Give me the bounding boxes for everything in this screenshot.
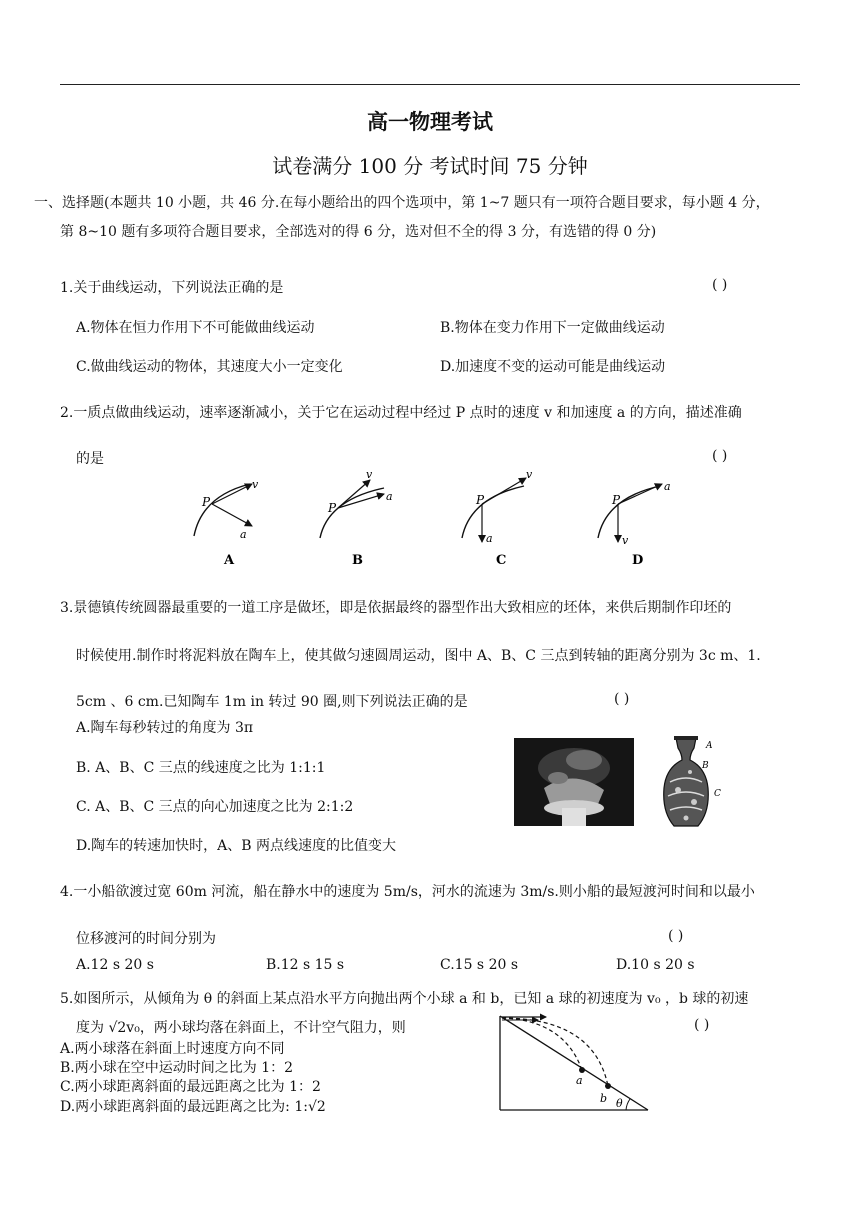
q4-stem-line2: 位移渡河的时间分别为 bbox=[76, 931, 216, 947]
q2-c-label-a: a bbox=[486, 532, 493, 545]
incline-label-a: a bbox=[576, 1074, 583, 1087]
top-rule bbox=[60, 84, 800, 85]
q5-sqrt2-v0: √2v₀ bbox=[108, 1020, 140, 1036]
q2-figure bbox=[180, 466, 680, 570]
q3-option-c: C. A、B、C 三点的向心加速度之比为 2:1:2 bbox=[76, 799, 354, 815]
q5-stem-line2-post: ，两小球均落在斜面上，不计空气阻力，则 bbox=[139, 1020, 406, 1036]
page-title: 高一物理考试 bbox=[367, 109, 493, 134]
incline-label-b: b bbox=[600, 1092, 608, 1105]
section-instructions-line1: 一、选择题(本题共 10 小题，共 46 分.在每小题给出的四个选项中，第 1~7 题只有一项符合题目要求，每小题 4 分， bbox=[34, 195, 770, 211]
vase-figure bbox=[650, 734, 726, 834]
q5-answer-paren: ( ) bbox=[694, 1017, 710, 1033]
q2-c-label-p: P bbox=[476, 493, 485, 507]
q2-figure-d bbox=[598, 480, 671, 568]
q1-option-a: A.物体在恒力作用下不可能做曲线运动 bbox=[76, 320, 315, 336]
q5-stem-line2 bbox=[76, 1017, 406, 1037]
q2-option-label-c: C bbox=[496, 553, 507, 568]
page-subtitle: 试卷满分 100 分 考试时间 75 分钟 bbox=[272, 154, 588, 178]
section-instructions-line2: 第 8~10 题有多项符合题目要求，全部选对的得 6 分，选对但不全的得 3 分，有选错的得 0 分) bbox=[60, 224, 657, 240]
q5-option-d bbox=[60, 1096, 326, 1116]
q1-stem: 1.关于曲线运动，下列说法正确的是 bbox=[60, 280, 284, 296]
incline-label-theta: θ bbox=[616, 1097, 623, 1110]
q5-option-d-text: D.两小球距离斜面的最远距离之比为: bbox=[60, 1099, 295, 1115]
q1-answer-paren: ( ) bbox=[712, 277, 728, 293]
q5-option-b: B.两小球在空中运动时间之比为 1：2 bbox=[60, 1060, 294, 1076]
q5-stem-line2-pre: 度为 bbox=[76, 1020, 109, 1036]
q2-d-label-v: v bbox=[622, 534, 629, 547]
q2-b-label-v: v bbox=[366, 468, 373, 481]
q4-option-c: C.15 s 20 s bbox=[440, 957, 519, 973]
q2-option-label-b: B bbox=[352, 553, 363, 568]
q2-d-label-p: P bbox=[612, 493, 621, 507]
q2-a-label-v: v bbox=[252, 478, 259, 491]
vase-label-c: C bbox=[714, 789, 721, 799]
incline-figure bbox=[494, 1012, 654, 1114]
q5-option-a: A.两小球落在斜面上时速度方向不同 bbox=[60, 1041, 285, 1057]
q2-a-label-a: a bbox=[240, 528, 247, 541]
q3-stem-line2: 时候使用.制作时将泥料放在陶车上，使其做匀速圆周运动，图中 A、B、C 三点到转轴的距离分别为 3c m、1. bbox=[76, 648, 761, 664]
q2-a-label-p: P bbox=[202, 495, 211, 509]
q2-d-label-a: a bbox=[664, 480, 671, 493]
q1-option-b: B.物体在变力作用下一定做曲线运动 bbox=[440, 320, 665, 336]
q1-option-c: C.做曲线运动的物体，其速度大小一定变化 bbox=[76, 359, 343, 375]
q2-figure-a bbox=[194, 478, 259, 568]
q2-option-label-a: A bbox=[224, 553, 235, 568]
q4-stem-line1: 4.一小船欲渡过宽 60m 河流，船在静水中的速度为 5m/s，河水的流速为 3m/s.则小船的最短渡河时间和以最小 bbox=[60, 884, 755, 900]
q5-stem-line1: 5.如图所示，从倾角为 θ 的斜面上某点沿水平方向抛出两个小球 a 和 b，已知 a 球的初速度为 v₀ ，b 球的初速 bbox=[60, 991, 749, 1007]
q4-option-d: D.10 s 20 s bbox=[616, 957, 695, 973]
vase-label-b: B bbox=[702, 761, 709, 771]
q2-stem-line2: 的是 bbox=[76, 451, 104, 467]
q2-option-label-d: D bbox=[632, 553, 644, 568]
q2-b-label-p: P bbox=[328, 501, 337, 515]
pottery-wheel-photo bbox=[514, 738, 634, 826]
q5-option-c: C.两小球距离斜面的最远距离之比为 1：2 bbox=[60, 1079, 321, 1095]
q2-answer-paren: ( ) bbox=[712, 448, 728, 464]
q1-option-d: D.加速度不变的运动可能是曲线运动 bbox=[440, 359, 666, 375]
q4-option-a: A.12 s 20 s bbox=[76, 957, 154, 973]
q3-option-d: D.陶车的转速加快时，A、B 两点线速度的比值变大 bbox=[76, 838, 397, 854]
q2-stem-line1: 2.一质点做曲线运动，速率逐渐减小，关于它在运动过程中经过 P 点时的速度 v 和加速度 a 的方向，描述准确 bbox=[60, 405, 742, 421]
q3-option-a: A.陶车每秒转过的角度为 3π bbox=[76, 720, 254, 736]
vase-label-a: A bbox=[706, 741, 713, 751]
q3-stem-line3: 5cm 、6 cm.已知陶车 1m in 转过 90 圈,则下列说法正确的是 bbox=[76, 694, 468, 710]
q3-answer-paren: ( ) bbox=[614, 691, 630, 707]
q3-stem-line1: 3.景德镇传统圆器最重要的一道工序是做坯，即是依据最终的器型作出大致相应的坯体，来供后期制作印坯的 bbox=[60, 600, 732, 616]
q3-option-b: B. A、B、C 三点的线速度之比为 1:1:1 bbox=[76, 760, 326, 776]
q2-figure-b bbox=[320, 468, 393, 568]
q2-figure-c bbox=[462, 468, 533, 568]
q4-answer-paren: ( ) bbox=[668, 928, 684, 944]
q5-option-d-ratio: 1:√2 bbox=[294, 1099, 326, 1115]
q2-b-label-a: a bbox=[386, 490, 393, 503]
q2-c-label-v: v bbox=[526, 468, 533, 481]
q4-option-b: B.12 s 15 s bbox=[266, 957, 345, 973]
